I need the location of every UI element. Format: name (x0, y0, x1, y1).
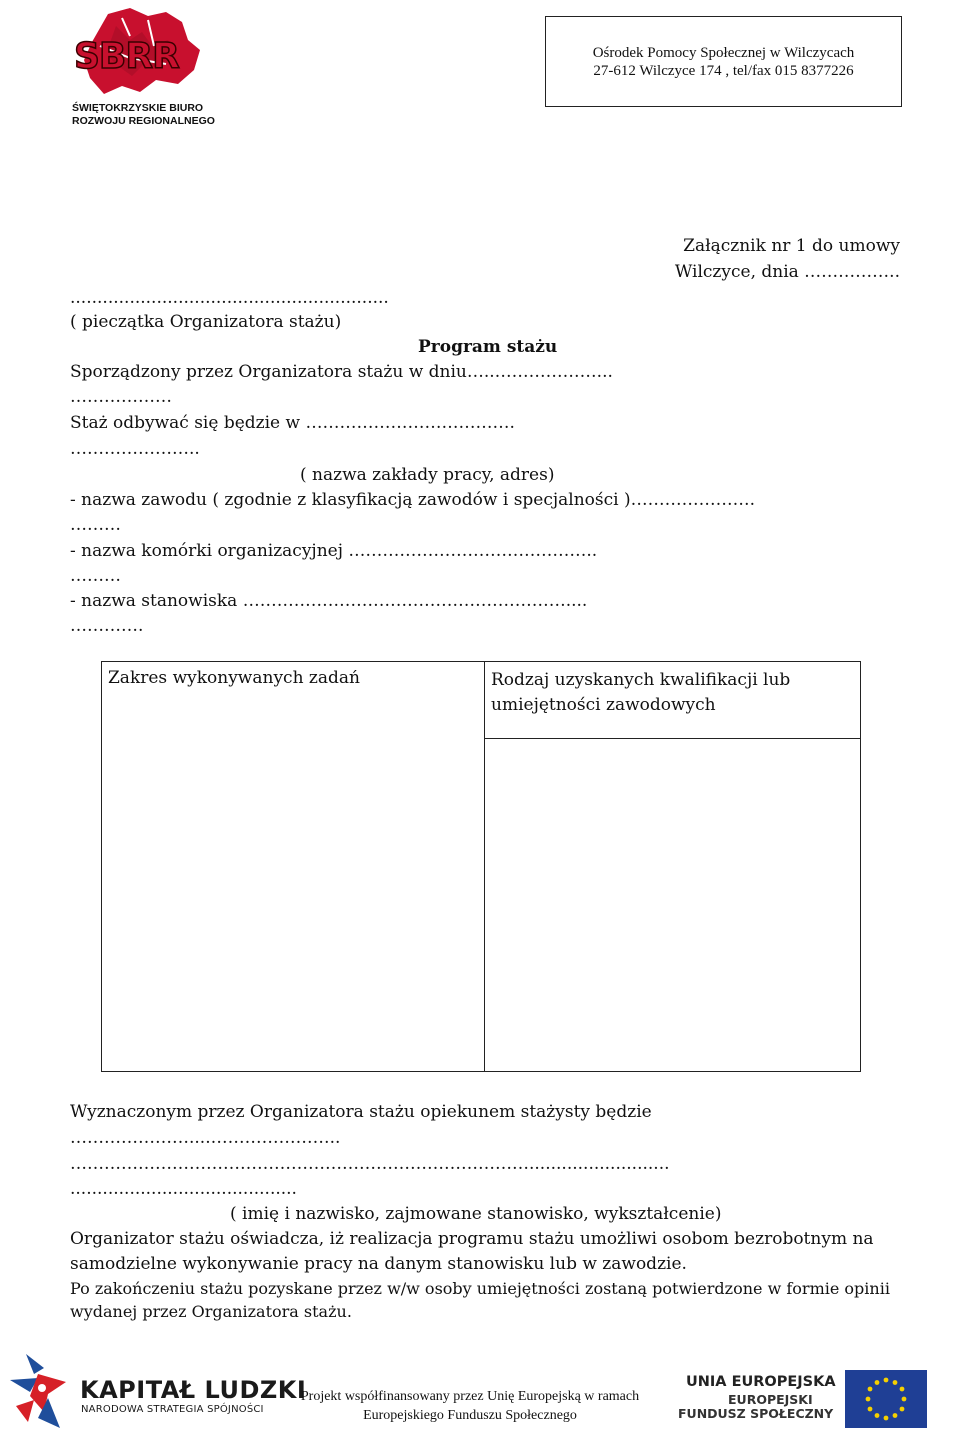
workplace-label: ( nazwa zakłady pracy, adres) (300, 465, 555, 485)
profession-line: - nazwa zawodu ( zgodnie z klasyfikacją zawodów i specjalności )…………………. (70, 490, 756, 510)
supervisor-dots-3: .......................................... (70, 1179, 297, 1199)
eu-flag (845, 1370, 927, 1432)
sbrr-logo-text: SBRR (74, 36, 179, 77)
table-column-divider (484, 662, 485, 1071)
declaration-line-2: samodzielne wykonywanie pracy na danym stanowisku lub w zawodzie. (70, 1254, 687, 1274)
document-title: Program stażu (418, 337, 558, 357)
declaration-line-3: Po zakończeniu stażu pozyskane przez w/w osoby umiejętności zostaną potwierdzone w formie opinii (70, 1279, 890, 1298)
project-line-2: Europejskiego Funduszu Społecznego (363, 1408, 577, 1423)
supervisor-dots-1: …………………....………………….. (70, 1128, 341, 1148)
location-line: Staż odbywać się będzie w ………………………………. (70, 413, 515, 433)
supervisor-dots-2: ……………………………………………………………………….......................... (70, 1154, 670, 1174)
kapital-ludzki-star-icon (8, 1348, 70, 1436)
unit-line: - nazwa komórki organizacyjnej …………………………………….. (70, 541, 598, 561)
table-header-tasks: Zakres wykonywanych zadań (108, 668, 360, 688)
eu-label-line-1: UNIA EUROPEJSKA (686, 1374, 836, 1390)
sbrr-logo-subtitle (72, 102, 222, 128)
attachment-label: Załącznik nr 1 do umowy (683, 236, 900, 256)
project-cofinancing-note (290, 1387, 650, 1425)
stamp-label: ( pieczątka Organizatora stażu) (70, 312, 342, 332)
attachment-block (675, 233, 900, 285)
location-dots: ………………….. (70, 439, 200, 459)
eu-flag-icon (845, 1370, 927, 1428)
office-name: Ośrodek Pomocy Społecznej w Wilczycach (592, 45, 855, 61)
project-line-1: Projekt współfinansowany przez Unię Europejską w ramach (300, 1389, 640, 1404)
program-table (101, 661, 861, 1072)
declaration-line-1: Organizator stażu oświadcza, iż realizacja programu stażu umożliwi osobom bezrobotnym na (70, 1229, 874, 1249)
supervisor-line: Wyznaczonym przez Organizatora stażu opiekunem stażysty będzie (70, 1102, 652, 1122)
kapital-ludzki-emblem (8, 1348, 70, 1440)
profession-dots: ……… (70, 515, 121, 535)
unit-dots: ……… (70, 566, 121, 586)
eu-label-line-3: FUNDUSZ SPOŁECZNY (678, 1406, 834, 1421)
office-address: 27-612 Wilczyce 174 , tel/fax 015 8377226 (593, 63, 854, 79)
declaration-line-4: wydanej przez Organizatora stażu. (70, 1302, 352, 1321)
kapital-ludzki-subtitle: NARODOWA STRATEGIA SPÓJNOŚCI (81, 1404, 264, 1415)
prepared-date-dots: ……………… (70, 387, 172, 407)
eu-label-line-2: EUROPEJSKI (728, 1392, 813, 1407)
supervisor-label: ( imię i nazwisko, zajmowane stanowisko, wykształcenie) (230, 1204, 722, 1224)
place-date: Wilczyce, dnia …………….. (674, 262, 900, 282)
sbrr-subtitle-line2: ROZWOJU REGIONALNEGO (72, 115, 215, 127)
position-dots: …………. (70, 616, 144, 636)
stamp-dots: ........................................................... (70, 288, 389, 308)
prepared-date-line: Sporządzony przez Organizatora stażu w dniu…..………………... (70, 362, 613, 382)
office-address-box (545, 16, 902, 107)
sbrr-subtitle-line1: ŚWIĘTOKRZYSKIE BIURO (72, 102, 204, 114)
table-header-qualifications: Rodzaj uzyskanych kwalifikacji lub umiejętności zawodowych (491, 670, 791, 715)
position-line: - nazwa stanowiska ………………………………………………….... (70, 591, 588, 611)
kapital-ludzki-title: KAPITAŁ LUDZKI (80, 1376, 307, 1404)
table-header-divider (484, 738, 860, 739)
